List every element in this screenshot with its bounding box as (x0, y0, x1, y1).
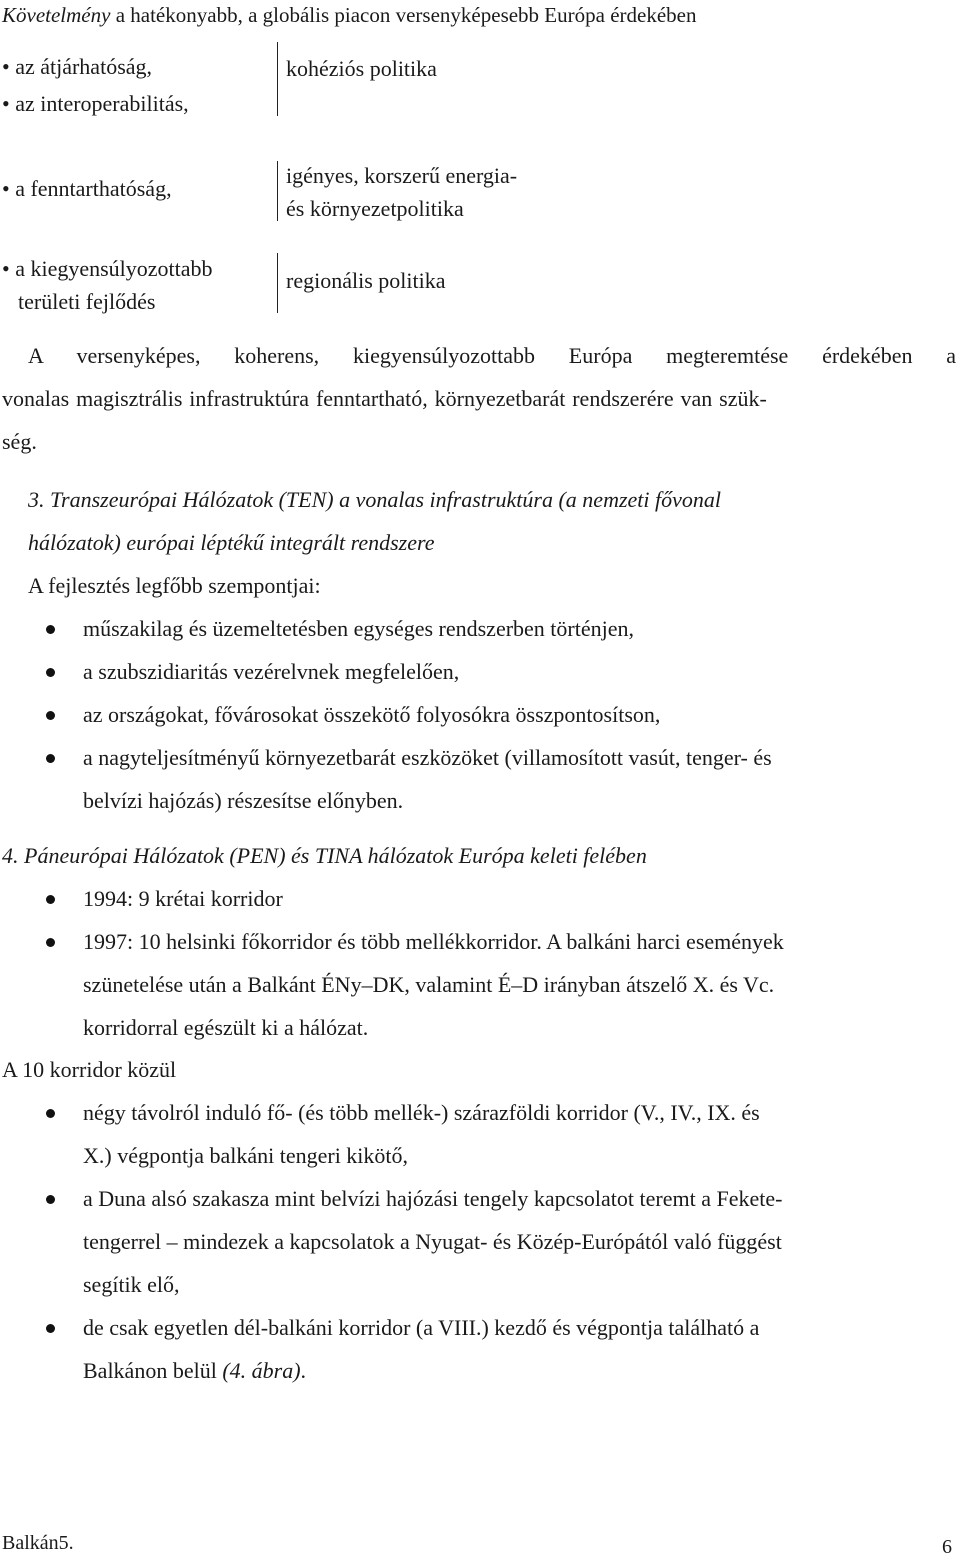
list-item-text: Balkánon belül (83, 1358, 223, 1383)
bullet-icon (46, 668, 55, 677)
page-number: 6 (942, 1536, 952, 1558)
list-item: az országokat, fővárosokat összekötő folyosókra összpontosítson, (83, 702, 661, 727)
requirement-item: • az interoperabilitás, (2, 91, 189, 116)
list-item-continued: szünetelése után a Balkánt ÉNy–DK, valamint É–D irányban átszelő X. és Vc. (83, 972, 775, 997)
requirement-item: • a kiegyensúlyozottabb (2, 256, 213, 281)
list-item: 1994: 9 krétai korridor (83, 886, 283, 911)
list-item: négy távolról induló fő- (és több mellék-) szárazföldi korridor (V., IV., IX. és (83, 1100, 760, 1125)
list-item-continued: tengerrel – mindezek a kapcsolatok a Nyugat- és Közép-Európától való függést (83, 1229, 782, 1254)
intro-line: ség. (2, 429, 37, 454)
separator-line (277, 42, 278, 116)
bullet-icon (46, 1109, 55, 1118)
list-item-continued: korridorral egészült ki a hálózat. (83, 1015, 369, 1040)
intro-line (28, 343, 956, 369)
section-heading: 4. Páneurópai Hálózatok (PEN) és TINA hálózatok Európa keleti felében (2, 843, 647, 868)
list-item: de csak egyetlen dél-balkáni korridor (a VIII.) kezdő és végpontja található a (83, 1315, 760, 1340)
list-item: a nagyteljesítményű környezetbarát eszközöket (villamosított vasút, tenger- és (83, 745, 772, 770)
list-item-continued: X.) végpontja balkáni tengeri kikötő, (83, 1143, 409, 1168)
section-heading: hálózatok) európai léptékű integrált rendszere (28, 530, 435, 555)
separator-line (277, 253, 278, 313)
policy-label: kohéziós politika (286, 56, 437, 81)
list-item-continued (83, 1358, 306, 1384)
bullet-icon (46, 1324, 55, 1333)
requirement-item: • a fenntarthatóság, (2, 176, 172, 201)
policy-label: és környezetpolitika (286, 196, 464, 221)
list-item: műszakilag és üzemeltetésben egységes rendszerben történjen, (83, 616, 634, 641)
list-item: a szubszidiaritás vezérelvnek megfelelően, (83, 659, 460, 684)
figure-reference: (4. ábra) (222, 1358, 301, 1383)
bullet-icon (46, 895, 55, 904)
bullet-icon (46, 938, 55, 947)
section-heading: 3. Transzeurópai Hálózatok (TEN) a vonalas infrastruktúra (a nemzeti fővonal (28, 487, 721, 512)
footer-label: Balkán5. (2, 1532, 74, 1554)
page-header (2, 2, 696, 28)
list-item: a Duna alsó szakasza mint belvízi hajózási tengely kapcsolatot teremt a Fekete- (83, 1186, 783, 1211)
bullet-icon (46, 625, 55, 634)
bullet-icon (46, 1195, 55, 1204)
list-item: 1997: 10 helsinki főkorridor és több mellékkorridor. A balkáni harci események (83, 929, 784, 954)
header-title-rest: a hatékonyabb, a globális piacon versenyképesebb Európa érdekében (110, 3, 697, 27)
list-item-continued: belvízi hajózás) részesítse előnyben. (83, 788, 404, 813)
bullet-icon (46, 711, 55, 720)
header-title-italic: Követelmény (2, 3, 111, 27)
requirement-item: • az átjárhatóság, (2, 54, 153, 79)
section-lead: A fejlesztés legfőbb szempontjai: (28, 573, 321, 598)
section-lead: A 10 korridor közül (2, 1057, 177, 1082)
intro-line-text: A versenyképes, koherens, kiegyensúlyozottabb Európa megteremtése érdekében a (28, 343, 957, 368)
bullet-icon (46, 754, 55, 763)
separator-line (277, 161, 278, 221)
policy-label: regionális politika (286, 268, 446, 293)
policy-label: igényes, korszerű energia- (286, 163, 518, 188)
intro-line: vonalas magisztrális infrastruktúra fenntartható, környezetbarát rendszerére van szük- (2, 386, 767, 411)
list-item-continued: segítik elő, (83, 1272, 180, 1297)
requirement-item-continued: területi fejlődés (18, 289, 156, 314)
list-item-text: . (300, 1358, 307, 1383)
